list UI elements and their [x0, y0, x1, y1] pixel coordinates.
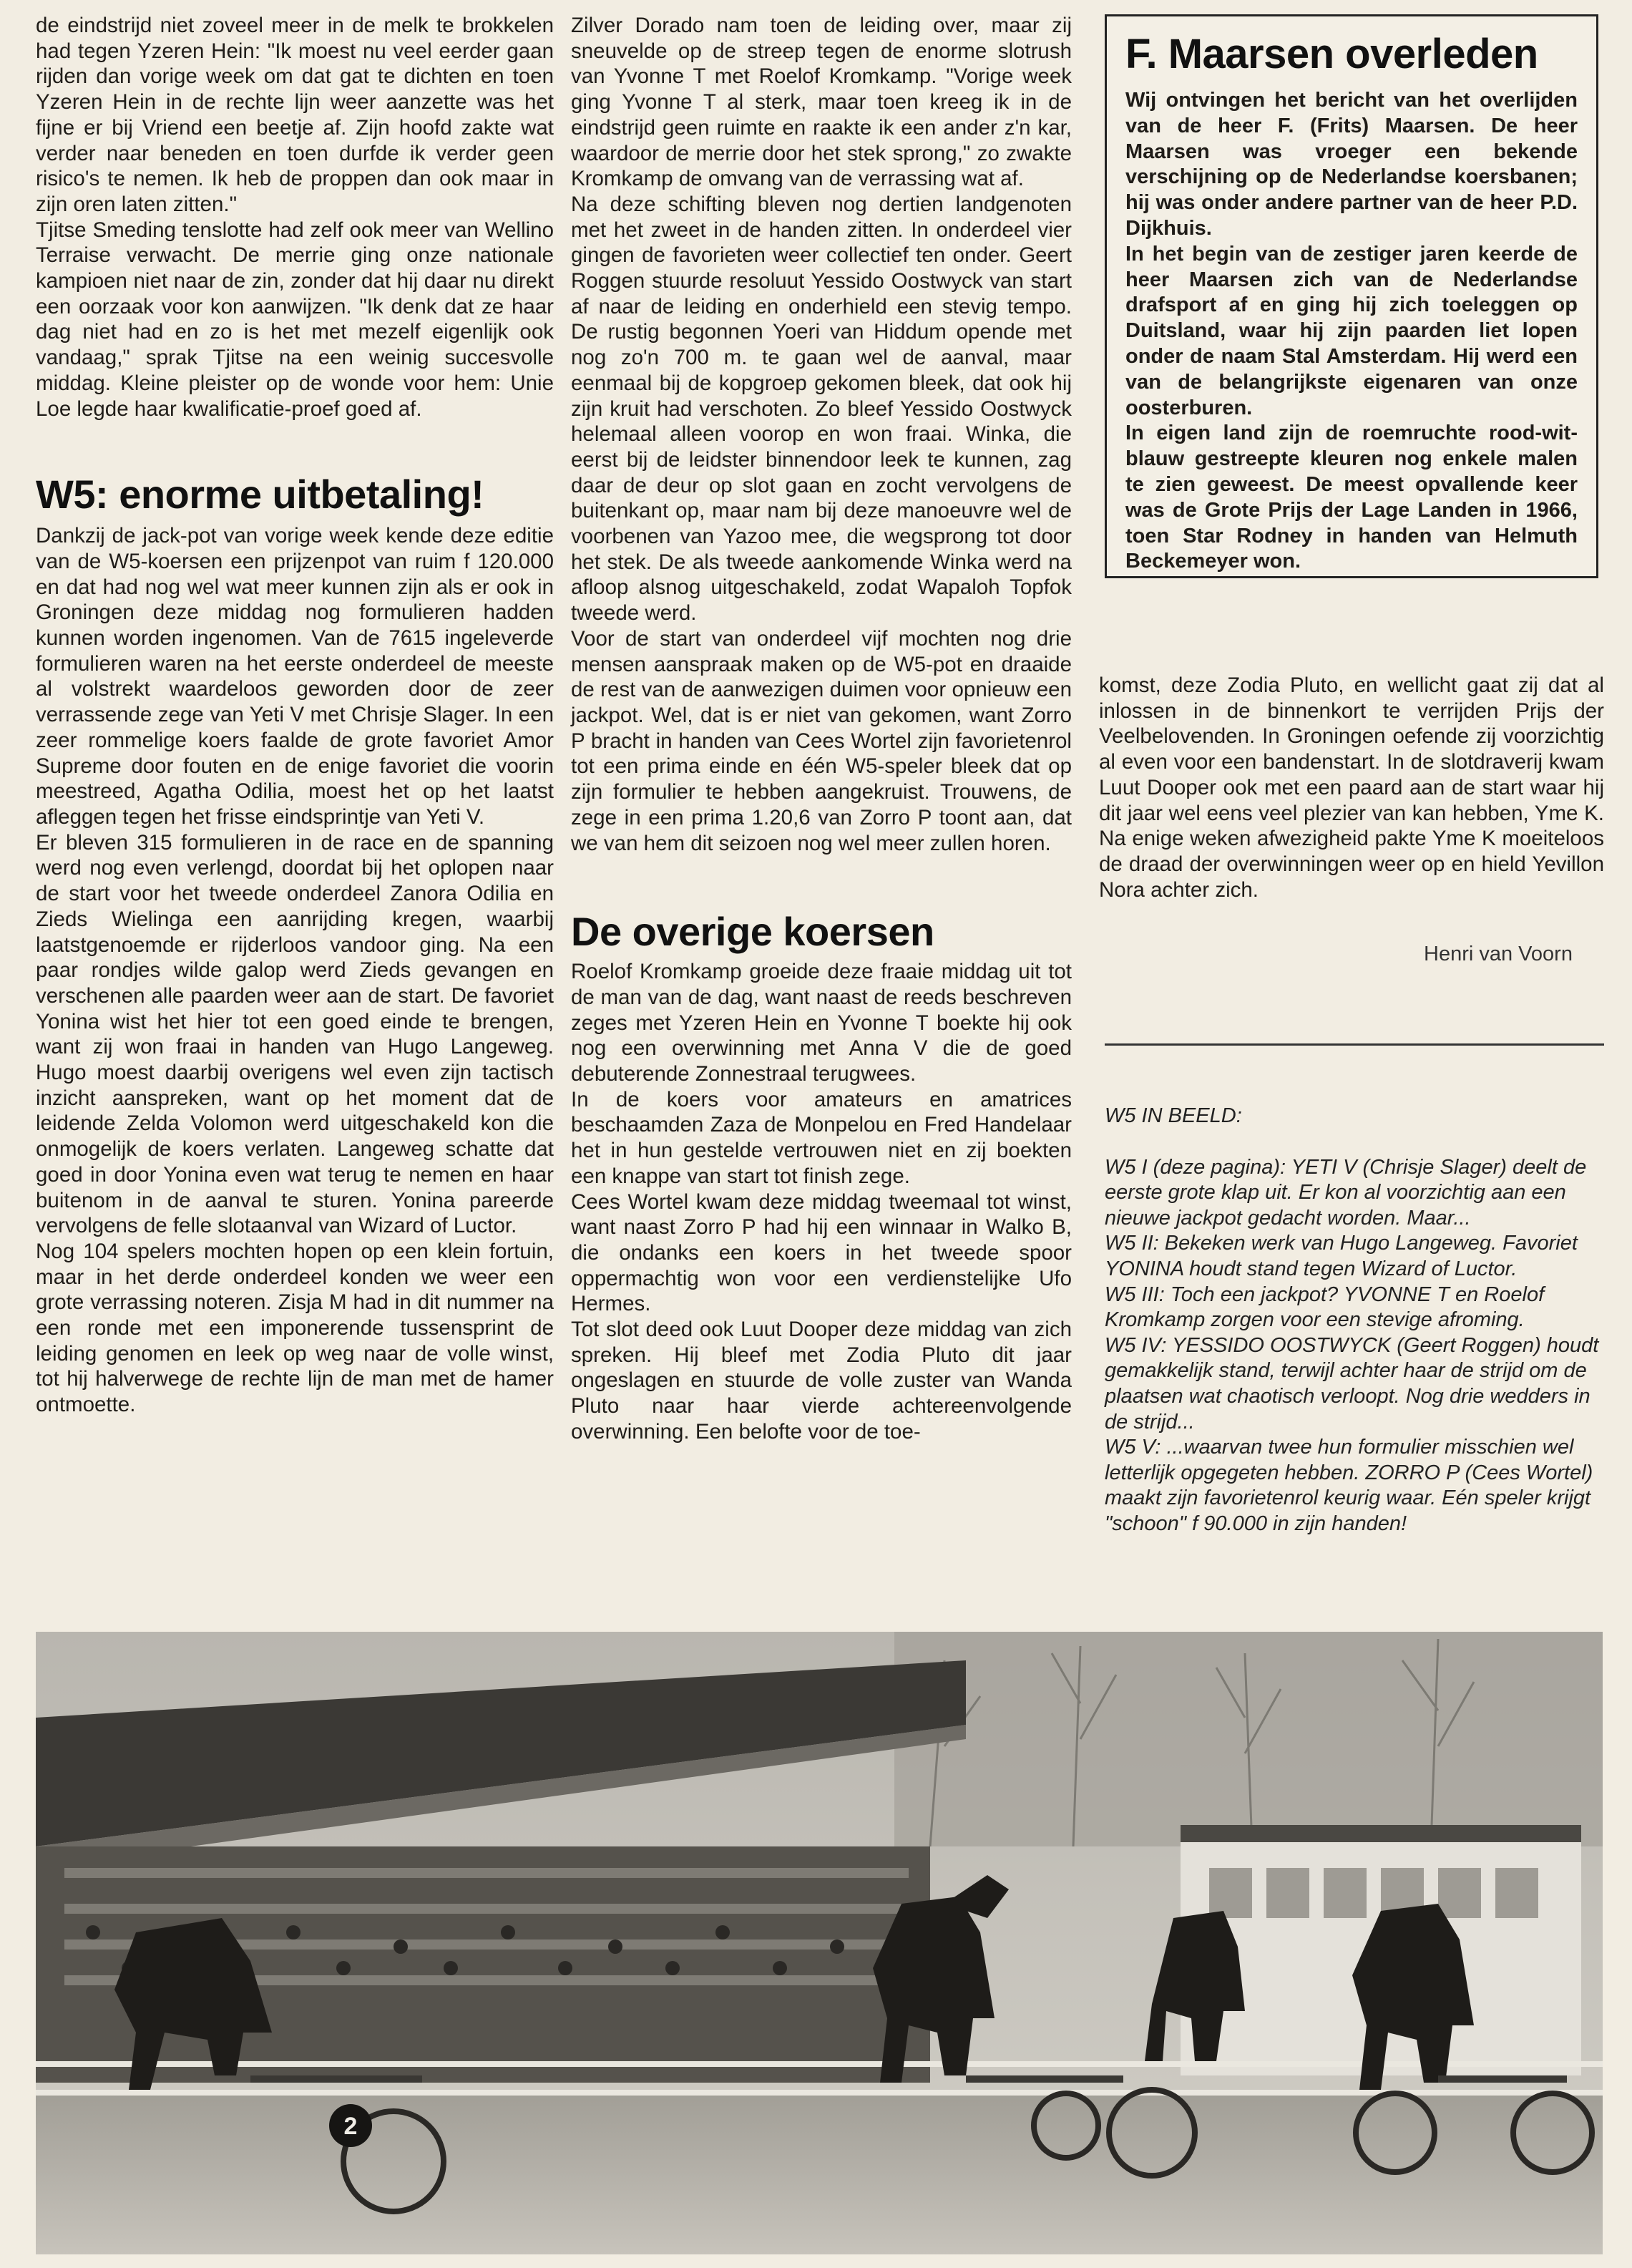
column-1: [36, 13, 554, 1418]
column-3: [1099, 673, 1604, 902]
caption-heading: W5 IN BEELD:: [1105, 1104, 1242, 1127]
photo-caption: [1105, 1104, 1604, 1537]
paragraph: Nog 104 spelers mochten hopen op een klein fortuin, maar in het derde onderdeel konden we weer een grote verrassing noteren. Zisja M had in dit nummer na een ronde met een imponerende tussensprint de leiding genomen en leek op weg naar de volle winst, tot hij halverwege de rechte lijn de man met de hamer ontmoette.: [36, 1239, 554, 1417]
caption-line: W5 V: ...waarvan twee hun formulier misschien wel letterlijk opgegeten hebben. ZORRO P (Cees Wortel) maakt zijn favorietenrol keurig waar. Eén speler krijgt "schoon" f 90.000 in zijn handen!: [1105, 1436, 1593, 1535]
obituary-title: F. Maarsen overleden: [1125, 31, 1538, 77]
paragraph: In het begin van de zestiger jaren keerde de heer Maarsen zich van de Nederlandse drafsport af en ging hij zich toeleggen op Duitsland, waar hij zijn paarden liet lopen onder de naam Stal Amsterdam. Hij werd een van de belangrijkste eigenaren van onze oosterburen.: [1125, 242, 1578, 419]
caption-line: W5 I (deze pagina): YETI V (Chrisje Slager) deelt de eerste grote klap uit. Er kon al voorzichtig aan een nieuwe jackpot gedacht worden. Maar...: [1105, 1155, 1587, 1230]
paragraph: Tjitse Smeding tenslotte had zelf ook meer van Wellino Terraise verwacht. De merrie ging onze nationale kampioen niet naar de zin, zonder dat hij daar nu direkt een oorzaak voor kon aanwijzen. "Ik denk dat ze haar dag niet had en zo is het met mezelf eigenlijk ook vandaag," sprak Tjitse na een weinig succesvolle middag. Kleine pleister op de wonde voor hem: Unie Loe legde haar kwalificatie-proef goed af.: [36, 218, 554, 421]
paragraph: In eigen land zijn de roemruchte rood-wit-blauw gestreepte kleuren nog enkele malen te zien geweest. De meest opvallende keer was de Grote Prijs der Lage Landen in 1966, toen Star Rodney in handen van Helmuth Beckemeyer won.: [1125, 422, 1578, 573]
paragraph: komst, deze Zodia Pluto, en wellicht gaat zij dat al inlossen in de binnenkort te verrijden Prijs der Veelbelovenden. In Groningen oefende zij voorzichtig al even voor een bandenstart. In de slotdraverij kwam Luut Dooper ook met een paard aan de start waar hij dit jaar wel eens veel plezier van kan hebben, Yme K. Na enige weken afwezigheid pakte Yme K moeiteloos de draad der overwinningen weer op en hield Yevillon Nora achter zich.: [1099, 673, 1604, 902]
divider: [1105, 1043, 1604, 1046]
race-photo: [36, 1632, 1603, 2254]
caption-line: W5 II: Bekeken werk van Hugo Langeweg. Favoriet YONINA houdt stand tegen Wizard of Luctor.: [1105, 1232, 1578, 1280]
paragraph: de eindstrijd niet zoveel meer in de melk te brokkelen had tegen Yzeren Hein: "Ik moest nu veel eerder gaan rijden dan vorige week om dat gat te dichten en toen Yzeren Hein in de rechte lijn weer aanzette was het fijne er bij Vriend een beetje af. Zijn hoofd zakte wat verder naar beneden en toen durfde ik verder geen risico's te nemen. Ik heb de proppen dan ook maar in zijn oren laten zitten.": [36, 14, 554, 216]
paragraph: Voor de start van onderdeel vijf mochten nog drie mensen aanspraak maken op de W5-pot en draaide de rest van de aanwezigen duimen voor opnieuw een jackpot. Wel, dat is er niet van gekomen, want Zorro P bracht in handen van Cees Wortel zijn favorietenrol tot een prima einde en één W5-speler bleek dat op zijn formulier te hebben aangekruist. Trouwens, de zege in een prima 1.20,6 van Zorro P toont aan, dat we van hem dit seizoen nog wel meer zullen horen.: [571, 626, 1072, 855]
section-heading: De overige koersen: [571, 909, 934, 955]
paragraph: Er bleven 315 formulieren in de race en de spanning werd nog even verlengd, doordat bij het oplopen naar de start voor het tweede onderdeel Zanora Odilia en Zieds Wielinga een aanrijding kregen, waarbij laatstgenoemde er rijderloos vandoor ging. Na een paar rondjes wilde galop werd Zieds gevangen en verschenen alle paarden weer aan de start. De favoriet Yonina wist het hier tot een goed einde te brengen, want zij won fraai in handen van Hugo Langeweg. Hugo moest daarbij overigens wel even zijn tactisch inzicht aanspreken, want op het moment dat de leidende Zelda Volomon werd uitgeschakeld kon die onmogelijk de koers verlaten. Langeweg schatte dat goed in door Yonina even wat terug te nemen en haar buitenom in de aanval te sturen. Yonina pareerde vervolgens de felle slotaanval van Wizard of Luctor.: [36, 830, 554, 1238]
paragraph: In de koers voor amateurs en amatrices beschaamden Zaza de Monpelou en Fred Handelaar het in hun gestelde vertrouwen niet en zij boekten een knappe van start tot finish zege.: [571, 1087, 1072, 1188]
caption-line: W5 IV: YESSIDO OOSTWYCK (Geert Roggen) houdt gemakkelijk stand, terwijl achter haar de strijd om de plaatsen wat chaotisch verloopt. Nog drie wedders in de strijd...: [1105, 1333, 1599, 1434]
paragraph: Cees Wortel kwam deze middag tweemaal tot winst, want naast Zorro P had hij een winnaar in Walko B, die ondanks een koers in het tweede spoor oppermachtig won voor een verdienstelijke Ufo Hermes.: [571, 1189, 1072, 1316]
caption-line: W5 III: Toch een jackpot? YVONNE T en Roelof Kromkamp zorgen voor een stevige afroming.: [1105, 1283, 1545, 1332]
paragraph: Dankzij de jack-pot van vorige week kende deze editie van de W5-koersen een prijzenpot van ruim f 120.000 en dat had nog wel wat meer kunnen zijn als er ook in Groningen deze middag nog formulieren hadden kunnen worden ingenomen. Van de 7615 ingeleverde formulieren waren na het eerste onderdeel de meeste al volstrekt waardeloos geworden door de zeer verrassende zege van Yeti V met Chrisje Slager. In een zeer rommelige koers faalde de grote favoriet Amor Supreme door fouten en de enige favoriet die voorin meestreed, Agatha Odilia, moest het op het laatst afleggen tegen het frisse eindsprintje van Yeti V.: [36, 524, 554, 829]
paragraph: Na deze schifting bleven nog dertien landgenoten met het zweet in de handen zitten. In onderdeel vier gingen de favorieten weer collectief ten onder. Geert Roggen stuurde resoluut Yessido Oostwyck van start af naar de leiding en onderhield een stevig tempo. De rustig begonnen Yoeri van Hiddum opende met nog zo'n 700 m. te gaan wel de aanval, maar eenmaal bij de kopgroep gekomen bleek, dat ook hij zijn kruit had verschoten. Zo bleef Yessido Oostwyck helemaal alleen voorop en won fraai. Winka, die eerst bij de leidster binnendoor leek te kunnen, zag daar de deur op slot gaan en zocht vervolgens de buitenkant op, maar nam bij deze manoeuvre wel de voorbenen van Yazoo mee, die wegsprong tot door het stek. De als tweede aankomende Winka werd na afloop alsnog uitgeschakeld, zodat Wapaloh Topfok tweede werd.: [571, 192, 1072, 626]
section-heading: W5: enorme uitbetaling!: [36, 472, 484, 517]
obituary-box: [1105, 14, 1598, 578]
author-byline: Henri van Voorn: [1424, 943, 1573, 965]
saddle-number: 2: [343, 2113, 358, 2140]
paragraph: Wij ontvingen het bericht van het overlijden van de heer F. (Frits) Maarsen. De heer Maarsen was vroeger een bekende verschijning op de Nederlandse koersbanen; hij was onder andere partner van de heer P.D. Dijkhuis.: [1125, 89, 1578, 240]
column-2: [571, 13, 1072, 1445]
paragraph: Tot slot deed ook Luut Dooper deze middag van zich spreken. Hij bleef met Zodia Pluto dit jaar ongeslagen en stuurde de volle zuster van Wanda Pluto naar haar vierde achtereenvolgende overwinning. Een belofte voor de toe-: [571, 1318, 1072, 1444]
paragraph: Zilver Dorado nam toen de leiding over, maar zij sneuvelde op de streep tegen de enorme slotrush van Yvonne T met Roelof Kromkamp. "Vorige week ging Yvonne T al sterk, maar toen kreeg ik in de eindstrijd geen ruimte en raakte ik een ander z'n kar, waardoor de merrie door het stek sprong," zo zwakte Kromkamp de omvang van de verrassing wat af.: [571, 14, 1072, 191]
paragraph: Roelof Kromkamp groeide deze fraaie middag uit tot de man van de dag, want naast de reeds beschreven zeges met Yzeren Hein en Yvonne T boekte hij ook nog een overwinning met Anna V die de goed debuterende Zonnestraal terugwees.: [571, 960, 1072, 1086]
